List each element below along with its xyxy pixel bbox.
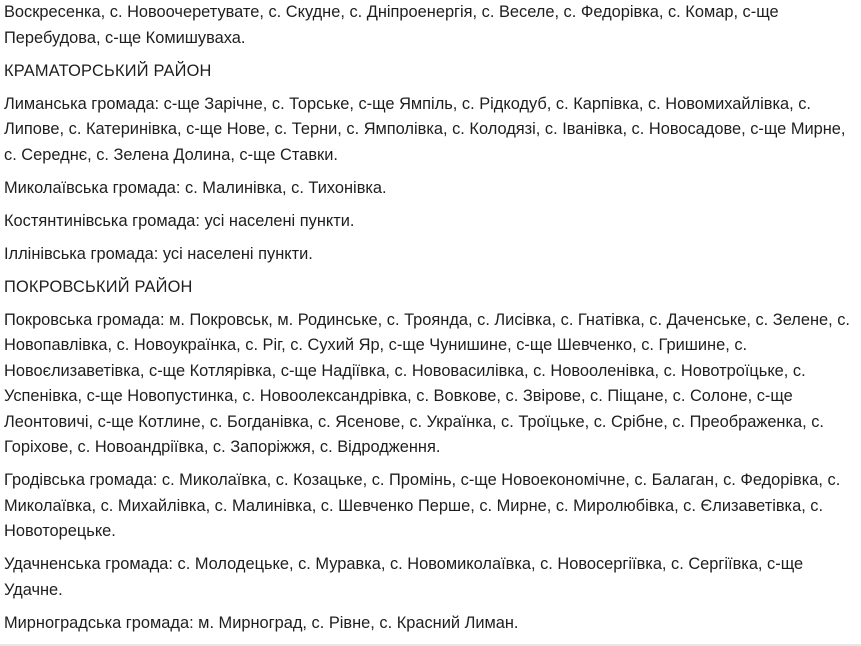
heading-pokrovskyi-raion: ПОКРОВСЬКИЙ РАЙОН: [4, 277, 193, 296]
heading-kramatorskyi-raion: КРАМАТОРСЬКИЙ РАЙОН: [4, 61, 212, 80]
paragraph-mykolaivska-hromada: Миколаївська громада: с. Малинівка, с. Тихонівка.: [4, 178, 387, 197]
paragraph-settlements-continued: Воскресенка, с. Новоочеретувате, с. Скудне, с. Дніпроенергія, с. Веселе, с. Федорівка, с. Комар, с-ще Перебудова, с-ще Комишуваха.: [4, 3, 779, 47]
document-body: [4, 0, 857, 644]
paragraph-myrnohradska-hromada: Мирноградська громада: м. Мирноград, с. Рівне, с. Красний Лиман.: [4, 613, 519, 632]
paragraph-udachnenska-hromada: Удачненська громада: с. Молодецьке, с. Муравка, с. Новомиколаївка, с. Новосергіївка, с. Сергіївка, с-ще Удачне.: [4, 555, 804, 599]
paragraph-illinivska-hromada: Іллінівська громада: усі населені пункти.: [4, 244, 313, 263]
paragraph-hrodivska-hromada: Гродівська громада: с. Миколаївка, с. Козацьке, с. Промінь, с-ще Новоекономічне, с. Балаган, с. Федорівка, с. Миколаївка, с. Михайлівка, с. Малинівка, с. Шевченко Перше, с. Мирне, с. Миролюбівка, с. Єлизаветівка, с. Новоторецьке.: [4, 471, 841, 540]
paragraph-kostiantynivska-hromada: Костянтинівська громада: усі населені пункти.: [4, 211, 355, 230]
paragraph-pokrovska-hromada: Покровська громада: м. Покровськ, м. Родинське, с. Троянда, с. Лисівка, с. Гнатівка, с. Даченське, с. Зелене, с. Новопавлівка, с. Новоукраїнка, с. Ріг, с. Сухий Яр, с-ще Чунишине, с-ще Шевченко, с. Гришине, с. Новоєлизаветівка, с-ще Котлярівка, с-ще Надіївка, с. Нововасилівка, с. Новооленівка, с. Новотроїцьке, с. Успенівка, с-ще Новопустинка, с. Новоолександрівка, с. Вовкове, с. Звірове, с. Піщане, с. Солоне, с-ще Леонтовичі, с-ще Котлине, с. Богданівка, с. Ясенове, с. Українка, с. Троїцьке, с. Срібне, с. Преображенка, с. Горіхове, с. Новоандріївка, с. Запоріжжя, с. Відродження.: [4, 310, 850, 456]
paragraph-lymanska-hromada: Лиманська громада: с-ще Зарічне, с. Торське, с-ще Ямпіль, с. Рідкодуб, с. Карпівка, с. Новомихайлівка, с. Липове, с. Катеринівка, с-ще Нове, с. Терни, с. Ямполівка, с. Колодязі, с. Іванівка, с. Новосадове, с-ще Мирне, с. Середнє, с. Зелена Долина, с-ще Ставки.: [4, 94, 846, 164]
